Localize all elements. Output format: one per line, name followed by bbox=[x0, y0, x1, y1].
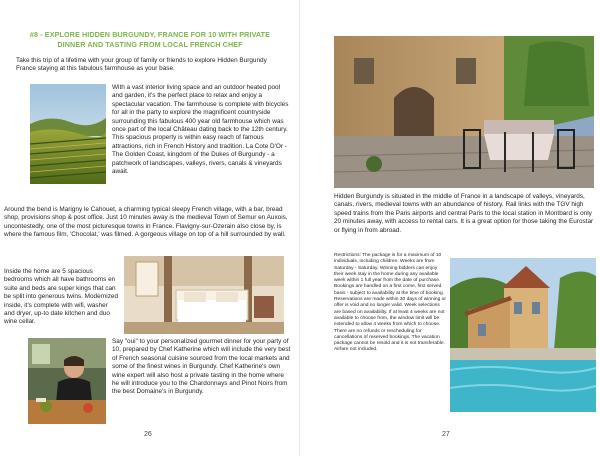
page-number-left: 26 bbox=[144, 431, 152, 438]
chef-dinner-paragraph: Say "oui" to your personalized gourmet dinner for your party of 10, prepared by Chef Katherine which will include the very best of French seasonal cuisine sourced from the local markets and some of the finest wines in Burgundy. Chef Katherine's own wine expert will also host a private tasting in the home where he will introduce you to the Chardonnays and Pinot Noirs from the best Domaine's in Burgundy. bbox=[112, 338, 291, 396]
page-number-right: 27 bbox=[442, 431, 450, 438]
bedrooms-paragraph: Inside the home are 5 spacious bedrooms which all have bathrooms en suite and beds are super kings that can be split into generous twins. Modernized inside, it's complete with wifi, washer and dryer, up-to date kitchen and duo wine cellar. bbox=[4, 268, 119, 326]
location-paragraph: Hidden Burgundy is situated in the middle of France in a landscape of valleys, vineyards, canals, rivers, medieval towns with an abundance of history. Rail links with the TGV high speed trains from the Paris airports and central Paris to the local station in Montbard is only 20 minutes away, with access to rental cars. It is a great option for those taking the Eurostar or flying in from abroad. bbox=[334, 193, 594, 234]
bedroom-photo bbox=[124, 256, 284, 334]
house-description-paragraph: With a vast interior living space and an outdoor heated pool and garden, it's the perfect place to relax and enjoy a spectacular vacation. The farmhouse is complete with bicycles for all in the party to explore the magnificent countryside surrounding this fabulous 400 year old farmhouse which was once part of the local Château dating back to the 12th century. This spacious property is within easy reach of famous attractions, rich in French History and tradition. La Cote D'Or - The Golden Coast, kingdom of the Dukes of Burgundy - a patchwork of landscapes, valleys, rivers, canals & vineyards await. bbox=[112, 84, 289, 176]
farmhouse-pool-photo bbox=[450, 258, 596, 412]
restrictions-text: Restrictions: The package is for a maximum of 10 individuals, including children. Weeks are from Saturday - Saturday. Winning bidders can enjoy their week stay in the home during any available week within 1 full year from the date of purchase. Bookings are handled on a first come, first served basis - subject to availability at the time of booking. Reservations are made within 30 days of winning or offer is void and no longer valid. Week selections are based on availability. If at least 4 weeks are not available to choose from, the window limit will be extended to allow 4 weeks from which to choose. There are no refunds or rescheduling for cancellations of reserved bookings. The vacation package cannot be resold and it is not transferable. Airfare not included. bbox=[334, 253, 446, 353]
page-title: #8 - EXPLORE HIDDEN BURGUNDY, FRANCE FOR 10 WITH PRIVATE DINNER AND TASTING FROM LOCAL FRENCH CHEF bbox=[29, 30, 271, 49]
vineyard-landscape-photo bbox=[30, 84, 106, 184]
chef-kitchen-photo bbox=[28, 338, 106, 424]
intro-paragraph: Take this trip of a lifetime with your group of family or friends to explore Hidden Burgundy France staying at this fabulous farmhouse as your base. bbox=[16, 57, 267, 73]
village-paragraph: Around the bend is Marigny le Cahouet, a charming typical sleepy French village, with a bar, bread shop, provisions shop & post office. Just 10 minutes away is the medieval Town of Semur en Auxois, uncontestedly, one of the most picturesque towns in France. Flavigny-sur-Ozerain also close by, is where the famous film, 'Chocolat,' was filmed. A gorgeous village on top of a hill surrounded by wall. bbox=[4, 206, 288, 239]
stone-courtyard-dining-photo bbox=[334, 36, 594, 188]
right-page bbox=[300, 0, 600, 456]
